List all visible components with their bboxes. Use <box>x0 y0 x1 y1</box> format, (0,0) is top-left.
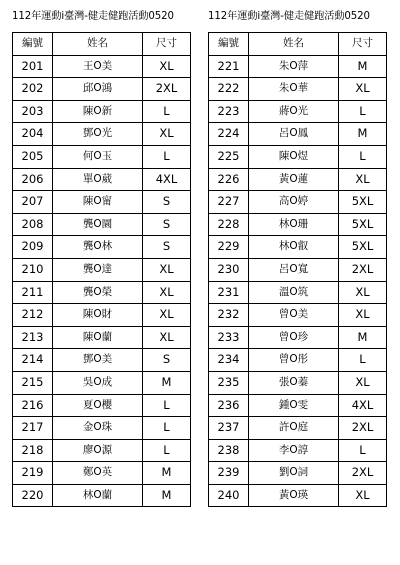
cell-id: 228 <box>209 213 249 236</box>
header-name: 姓名 <box>53 33 143 56</box>
cell-id: 204 <box>13 123 53 146</box>
cell-size: 5XL <box>339 236 387 259</box>
left-roster <box>12 11 190 507</box>
left-table <box>12 32 191 507</box>
table-row <box>13 168 191 191</box>
cell-id: 216 <box>13 394 53 417</box>
table-row <box>13 145 191 168</box>
cell-name: 張O蓁 <box>249 371 339 394</box>
cell-id: 235 <box>209 371 249 394</box>
cell-name: 陳O財 <box>53 304 143 327</box>
cell-size: 4XL <box>143 168 191 191</box>
cell-name: 曾O美 <box>249 304 339 327</box>
cell-size: L <box>143 417 191 440</box>
cell-size: XL <box>143 326 191 349</box>
cell-size: S <box>143 349 191 372</box>
cell-name: 鄭O英 <box>53 462 143 485</box>
left-title: 112年運動i臺灣-健走健跑活動0520 <box>12 11 174 22</box>
cell-name: 鄧O光 <box>53 123 143 146</box>
table-row <box>209 258 387 281</box>
cell-size: XL <box>339 168 387 191</box>
cell-name: 鍾O雯 <box>249 394 339 417</box>
cell-size: S <box>143 213 191 236</box>
cell-name: 朱O萍 <box>249 55 339 78</box>
cell-size: 5XL <box>339 191 387 214</box>
cell-name: 王O美 <box>53 55 143 78</box>
table-row <box>13 213 191 236</box>
cell-id: 213 <box>13 326 53 349</box>
table-row <box>209 55 387 78</box>
cell-name: 陳O甯 <box>53 191 143 214</box>
cell-size: L <box>339 439 387 462</box>
cell-id: 201 <box>13 55 53 78</box>
cell-name: 林O叡 <box>249 236 339 259</box>
cell-size: XL <box>143 123 191 146</box>
table-row <box>209 78 387 101</box>
cell-name: 龔O林 <box>53 236 143 259</box>
cell-size: L <box>143 439 191 462</box>
cell-id: 202 <box>13 78 53 101</box>
cell-size: 2XL <box>339 417 387 440</box>
cell-id: 236 <box>209 394 249 417</box>
cell-name: 林O蘭 <box>53 484 143 507</box>
cell-size: XL <box>339 78 387 101</box>
cell-size: XL <box>143 304 191 327</box>
cell-name: 何O玉 <box>53 145 143 168</box>
cell-id: 212 <box>13 304 53 327</box>
table-row <box>13 394 191 417</box>
table-row <box>13 304 191 327</box>
table-row <box>209 123 387 146</box>
cell-name: 朱O華 <box>249 78 339 101</box>
cell-size: XL <box>143 281 191 304</box>
cell-name: 廖O源 <box>53 439 143 462</box>
cell-size: L <box>143 394 191 417</box>
table-row <box>209 484 387 507</box>
cell-size: M <box>339 123 387 146</box>
cell-id: 239 <box>209 462 249 485</box>
table-row <box>209 213 387 236</box>
cell-id: 218 <box>13 439 53 462</box>
cell-size: XL <box>339 304 387 327</box>
table-row <box>209 439 387 462</box>
cell-size: S <box>143 191 191 214</box>
table-row <box>13 123 191 146</box>
cell-id: 209 <box>13 236 53 259</box>
cell-size: M <box>339 55 387 78</box>
cell-id: 240 <box>209 484 249 507</box>
cell-size: XL <box>339 371 387 394</box>
header-row <box>209 33 387 56</box>
cell-name: 曾O珍 <box>249 326 339 349</box>
header-row <box>13 33 191 56</box>
cell-name: 李O諄 <box>249 439 339 462</box>
cell-size: L <box>339 349 387 372</box>
cell-name: 呂O鳳 <box>249 123 339 146</box>
table-row <box>13 281 191 304</box>
cell-name: 夏O櫻 <box>53 394 143 417</box>
table-row <box>209 168 387 191</box>
cell-name: 溫O筑 <box>249 281 339 304</box>
cell-name: 林O珊 <box>249 213 339 236</box>
cell-id: 203 <box>13 100 53 123</box>
cell-id: 210 <box>13 258 53 281</box>
table-row <box>209 417 387 440</box>
cell-id: 232 <box>209 304 249 327</box>
cell-size: L <box>143 100 191 123</box>
table-row <box>209 281 387 304</box>
table-row <box>13 236 191 259</box>
cell-id: 227 <box>209 191 249 214</box>
header-id: 編號 <box>209 33 249 56</box>
right-roster <box>208 11 386 507</box>
cell-id: 226 <box>209 168 249 191</box>
right-table-body <box>209 55 387 507</box>
cell-id: 207 <box>13 191 53 214</box>
cell-id: 221 <box>209 55 249 78</box>
cell-id: 233 <box>209 326 249 349</box>
cell-id: 224 <box>209 123 249 146</box>
table-row <box>13 326 191 349</box>
cell-size: 2XL <box>143 78 191 101</box>
table-row <box>209 326 387 349</box>
cell-name: 陳O煜 <box>249 145 339 168</box>
cell-size: M <box>339 326 387 349</box>
cell-size: XL <box>143 258 191 281</box>
cell-id: 205 <box>13 145 53 168</box>
cell-id: 215 <box>13 371 53 394</box>
cell-size: XL <box>339 484 387 507</box>
right-title: 112年運動i臺灣-健走健跑活動0520 <box>208 11 370 22</box>
table-row <box>209 145 387 168</box>
cell-size: 4XL <box>339 394 387 417</box>
cell-size: 2XL <box>339 462 387 485</box>
header-size: 尺寸 <box>339 33 387 56</box>
cell-id: 223 <box>209 100 249 123</box>
cell-size: L <box>143 145 191 168</box>
cell-id: 217 <box>13 417 53 440</box>
cell-id: 222 <box>209 78 249 101</box>
cell-name: 龔O達 <box>53 258 143 281</box>
header-size: 尺寸 <box>143 33 191 56</box>
table-row <box>13 417 191 440</box>
cell-size: L <box>339 145 387 168</box>
table-row <box>209 371 387 394</box>
table-row <box>13 439 191 462</box>
cell-id: 229 <box>209 236 249 259</box>
table-row <box>13 371 191 394</box>
cell-name: 邱O鴻 <box>53 78 143 101</box>
cell-name: 龔O圜 <box>53 213 143 236</box>
cell-id: 234 <box>209 349 249 372</box>
cell-size: XL <box>339 281 387 304</box>
cell-size: L <box>339 100 387 123</box>
cell-name: 許O庭 <box>249 417 339 440</box>
cell-id: 230 <box>209 258 249 281</box>
header-name: 姓名 <box>249 33 339 56</box>
table-row <box>13 258 191 281</box>
cell-size: M <box>143 462 191 485</box>
table-row <box>13 484 191 507</box>
cell-name: 高O婷 <box>249 191 339 214</box>
table-row <box>13 462 191 485</box>
cell-name: 單O葳 <box>53 168 143 191</box>
table-row <box>209 394 387 417</box>
cell-id: 219 <box>13 462 53 485</box>
cell-size: M <box>143 371 191 394</box>
cell-id: 231 <box>209 281 249 304</box>
cell-name: 金O珠 <box>53 417 143 440</box>
cell-size: S <box>143 236 191 259</box>
table-row <box>13 349 191 372</box>
cell-size: 5XL <box>339 213 387 236</box>
cell-size: M <box>143 484 191 507</box>
cell-size: 2XL <box>339 258 387 281</box>
cell-id: 225 <box>209 145 249 168</box>
cell-name: 陳O新 <box>53 100 143 123</box>
table-row <box>209 349 387 372</box>
table-row <box>13 100 191 123</box>
cell-size: XL <box>143 55 191 78</box>
table-row <box>13 78 191 101</box>
header-id: 編號 <box>13 33 53 56</box>
cell-id: 211 <box>13 281 53 304</box>
right-table <box>208 32 387 507</box>
cell-name: 蔣O光 <box>249 100 339 123</box>
cell-name: 陳O蘭 <box>53 326 143 349</box>
table-row <box>209 191 387 214</box>
table-row <box>13 191 191 214</box>
cell-name: 黃O瑛 <box>249 484 339 507</box>
cell-name: 呂O寬 <box>249 258 339 281</box>
table-row <box>13 55 191 78</box>
cell-id: 220 <box>13 484 53 507</box>
cell-name: 吳O成 <box>53 371 143 394</box>
cell-id: 237 <box>209 417 249 440</box>
cell-name: 鄧O美 <box>53 349 143 372</box>
cell-name: 龔O榮 <box>53 281 143 304</box>
table-row <box>209 236 387 259</box>
cell-id: 238 <box>209 439 249 462</box>
left-table-body <box>13 55 191 507</box>
table-row <box>209 462 387 485</box>
cell-id: 206 <box>13 168 53 191</box>
table-row <box>209 304 387 327</box>
cell-name: 曾O彤 <box>249 349 339 372</box>
cell-name: 劉O詞 <box>249 462 339 485</box>
cell-name: 黃O蓮 <box>249 168 339 191</box>
cell-id: 214 <box>13 349 53 372</box>
table-row <box>209 100 387 123</box>
cell-id: 208 <box>13 213 53 236</box>
